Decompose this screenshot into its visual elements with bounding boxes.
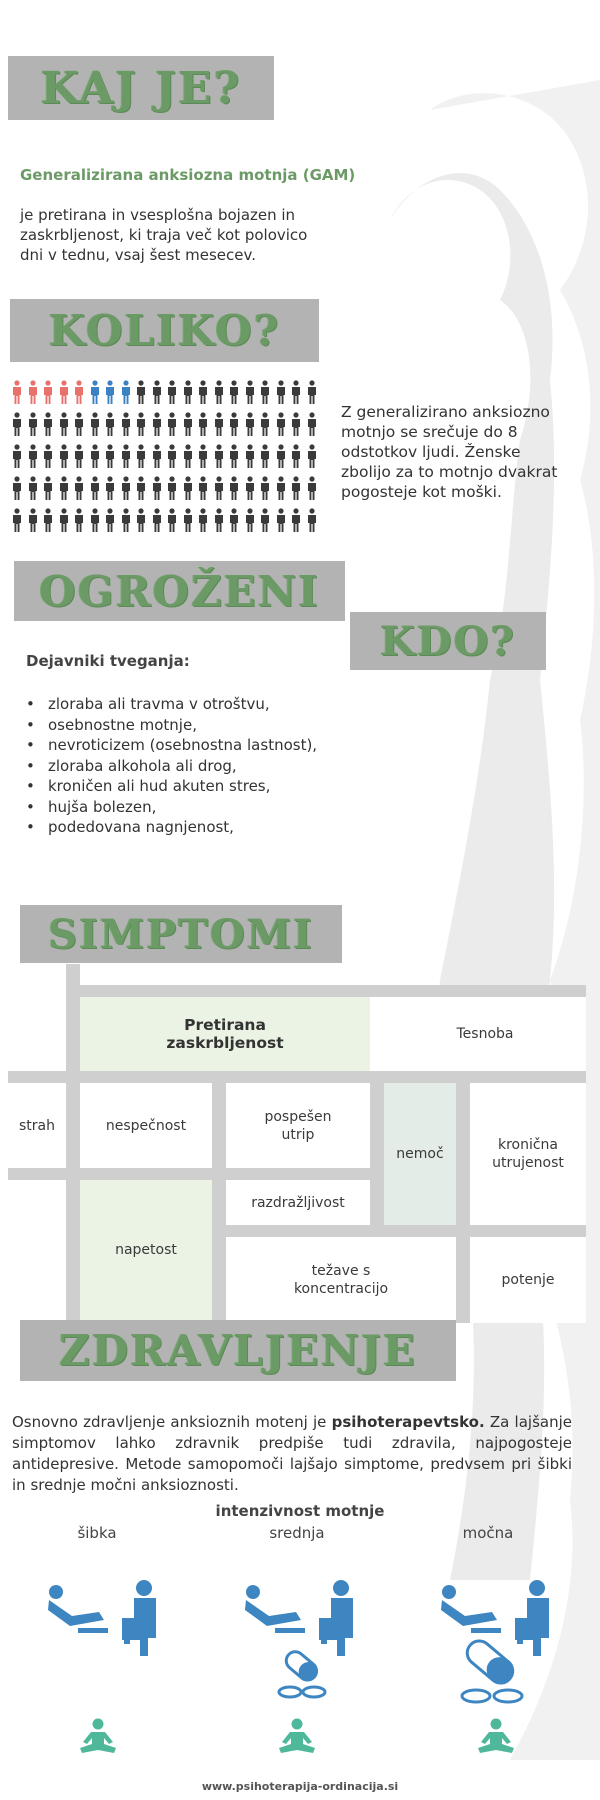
person-icon <box>229 444 239 468</box>
person-icon <box>43 412 53 436</box>
symptom-worry-line1: Pretirana <box>184 1016 266 1034</box>
person-icon <box>198 412 208 436</box>
person-icon <box>74 444 84 468</box>
person-icon <box>28 444 38 468</box>
symptom-concentration-line2: koncentracijo <box>293 1281 389 1297</box>
footer-url[interactable]: www.psihoterapija-ordinacija.si <box>201 1780 399 1793</box>
medication-icon <box>276 1648 336 1700</box>
person-icon <box>245 444 255 468</box>
medication-icon <box>458 1640 538 1706</box>
person-icon <box>152 412 162 436</box>
person-icon <box>245 476 255 500</box>
person-icon <box>167 476 177 500</box>
person-icon <box>28 380 38 404</box>
person-icon <box>276 476 286 500</box>
person-icon <box>74 380 84 404</box>
person-icon <box>307 444 317 468</box>
person-icon <box>74 476 84 500</box>
prevalence-text: Z generalizirano anksiozno motnjo se srečuje do 8 odstotkov ljudi. Ženske zbolijo za to motnjo dvakrat pogosteje kot moški. <box>341 403 558 501</box>
person-icon <box>260 380 270 404</box>
symptom-fatigue <box>470 1083 586 1225</box>
person-icon <box>183 476 193 500</box>
symptom-fear <box>8 1083 66 1168</box>
person-icon <box>12 476 22 500</box>
person-icon <box>105 412 115 436</box>
person-icon <box>307 412 317 436</box>
treatment-text-bold: psihoterapevtsko. <box>331 1413 485 1431</box>
person-icon <box>136 508 146 532</box>
symptoms-heading <box>20 905 342 963</box>
person-icon <box>43 508 53 532</box>
person-icon <box>245 508 255 532</box>
person-icon <box>152 444 162 468</box>
person-icon <box>59 508 69 532</box>
person-icon <box>229 412 239 436</box>
symptom-concentration-line1: težave s <box>311 1263 371 1279</box>
person-icon <box>59 444 69 468</box>
person-icon <box>105 476 115 500</box>
what-heading <box>8 56 274 120</box>
person-icon <box>198 508 208 532</box>
person-icon <box>229 380 239 404</box>
person-icon <box>121 412 131 436</box>
definition-title: Generalizirana anksiozna motnja (GAM) <box>20 166 356 184</box>
person-icon <box>43 380 53 404</box>
grid-bar <box>215 1225 586 1237</box>
risk-factor-item: • podedovana nagnjenost, <box>26 817 317 838</box>
risk-factor-item: • kroničen ali hud akuten stres, <box>26 776 317 797</box>
person-icon <box>167 380 177 404</box>
person-icon <box>276 508 286 532</box>
person-icon <box>229 508 239 532</box>
person-icon <box>291 380 301 404</box>
person-icon <box>260 476 270 500</box>
symptom-tension <box>80 1180 212 1320</box>
risk-factor-item: • nevroticizem (osebnostna lastnost), <box>26 735 317 756</box>
person-icon <box>260 412 270 436</box>
treatment-heading <box>20 1320 456 1381</box>
symptom-fear-label: strah <box>19 1117 55 1134</box>
symptom-fatigue-line2: utrujenost <box>492 1155 564 1171</box>
person-icon <box>136 380 146 404</box>
person-icon <box>74 508 84 532</box>
treatment-text <box>12 1412 572 1496</box>
person-icon <box>183 508 193 532</box>
definition-text: je pretirana in vsesplošna bojazen in zaskrbljenost, ki traja več kot polovico dni v tednu, vsaj šest mesecev. <box>20 206 308 264</box>
risk-factors-list <box>26 694 317 838</box>
person-icon <box>43 476 53 500</box>
person-icon <box>28 508 38 532</box>
person-icon <box>28 412 38 436</box>
grid-bar <box>66 985 586 997</box>
person-icon <box>90 444 100 468</box>
people-pictogram <box>12 380 322 532</box>
person-icon <box>214 444 224 468</box>
who-heading <box>350 612 546 670</box>
symptoms-heading-text: SIMPTOMI <box>48 910 314 958</box>
person-icon <box>59 476 69 500</box>
meditation-icon <box>277 1718 317 1754</box>
person-icon <box>90 476 100 500</box>
therapy-icon <box>44 1578 164 1658</box>
grid-bar <box>456 1083 470 1323</box>
person-icon <box>90 412 100 436</box>
person-icon <box>90 508 100 532</box>
treatment-text-end: Za lajšanje simptomov lahko zdravnik predpiše tudi zdravila, najpogosteje antidepresive. Metode samopomoči lajšajo simptome, predvsem pri šibki in srednje močni anksioznosti. <box>12 1413 572 1494</box>
meditation-icon <box>78 1718 118 1754</box>
risk-factor-item: • zloraba alkohola ali drog, <box>26 756 317 777</box>
person-icon <box>12 444 22 468</box>
person-icon <box>136 476 146 500</box>
person-icon <box>307 508 317 532</box>
person-icon <box>183 412 193 436</box>
person-icon <box>229 476 239 500</box>
person-icon <box>121 508 131 532</box>
risk-factor-item: • hujša bolezen, <box>26 797 317 818</box>
person-icon <box>198 476 208 500</box>
person-icon <box>12 508 22 532</box>
person-icon <box>198 444 208 468</box>
person-icon <box>28 476 38 500</box>
treatment-heading-text: ZDRAVLJENJE <box>59 1326 417 1375</box>
at-risk-heading <box>14 561 345 621</box>
symptom-restlessness-label: nespečnost <box>105 1117 187 1134</box>
person-icon <box>74 412 84 436</box>
person-icon <box>214 476 224 500</box>
person-icon <box>105 444 115 468</box>
person-icon <box>245 412 255 436</box>
person-icon <box>167 508 177 532</box>
person-icon <box>12 380 22 404</box>
person-icon <box>121 444 131 468</box>
person-icon <box>167 412 177 436</box>
symptom-worry-line2: zaskrbljenost <box>166 1034 284 1052</box>
symptom-fatigue-line1: kronična <box>497 1137 559 1153</box>
grid-bar <box>212 1083 226 1323</box>
person-icon <box>12 412 22 436</box>
level-mild: šibka <box>77 1524 117 1542</box>
symptom-irritability-label: razdražljivost <box>251 1194 345 1211</box>
person-icon <box>307 476 317 500</box>
symptom-heart-rate-line1: pospešen <box>264 1108 332 1125</box>
symptom-heart-rate-line2: utrip <box>281 1126 315 1143</box>
therapy-icon <box>241 1578 361 1658</box>
level-severe: močna <box>462 1524 514 1542</box>
symptom-anxiety-label: Tesnoba <box>456 1026 514 1042</box>
person-icon <box>260 444 270 468</box>
symptom-concentration <box>226 1237 456 1323</box>
symptom-sweating-label: potenje <box>501 1272 555 1288</box>
grid-bar <box>8 1071 586 1083</box>
person-icon <box>136 444 146 468</box>
person-icon <box>152 476 162 500</box>
level-moderate: srednja <box>269 1524 325 1542</box>
symptom-weakness-label: nemoč <box>396 1146 444 1162</box>
person-icon <box>105 380 115 404</box>
risk-factor-item: • zloraba ali travma v otroštvu, <box>26 694 317 715</box>
person-icon <box>136 412 146 436</box>
meditation-icon <box>476 1718 516 1754</box>
person-icon <box>214 508 224 532</box>
symptom-heart-rate <box>226 1083 370 1168</box>
what-heading-text: KAJ JE? <box>40 62 242 114</box>
person-icon <box>260 508 270 532</box>
at-risk-heading-text: OGROŽENI <box>39 566 320 616</box>
person-icon <box>90 380 100 404</box>
how-many-heading <box>10 299 319 362</box>
person-icon <box>59 380 69 404</box>
person-icon <box>198 380 208 404</box>
person-icon <box>183 444 193 468</box>
person-icon <box>214 412 224 436</box>
symptom-anxiety <box>384 997 586 1071</box>
person-icon <box>291 412 301 436</box>
person-icon <box>105 508 115 532</box>
who-heading-text: KDO? <box>380 617 516 665</box>
risk-factor-item: • osebnostne motnje, <box>26 715 317 736</box>
person-icon <box>276 380 286 404</box>
person-icon <box>183 380 193 404</box>
person-icon <box>121 476 131 500</box>
symptom-tension-label: napetost <box>115 1242 177 1258</box>
person-icon <box>43 444 53 468</box>
person-icon <box>291 508 301 532</box>
person-icon <box>59 412 69 436</box>
person-icon <box>214 380 224 404</box>
person-icon <box>167 444 177 468</box>
person-icon <box>152 380 162 404</box>
treatment-text-start: Osnovno zdravljenje anksioznih motenj je <box>12 1413 332 1431</box>
how-many-heading-text: KOLIKO? <box>48 306 281 355</box>
grid-bar <box>66 964 80 1320</box>
person-icon <box>291 476 301 500</box>
person-icon <box>276 444 286 468</box>
intensity-title: intenzivnost motnje <box>215 1502 385 1520</box>
person-icon <box>152 508 162 532</box>
symptom-irritability <box>226 1180 370 1225</box>
person-icon <box>291 444 301 468</box>
person-icon <box>276 412 286 436</box>
symptom-weakness <box>384 1083 456 1225</box>
symptom-worry <box>80 997 370 1071</box>
person-icon <box>307 380 317 404</box>
person-icon <box>121 380 131 404</box>
person-icon <box>245 380 255 404</box>
symptom-sweating <box>470 1237 586 1323</box>
symptom-restlessness <box>80 1083 212 1168</box>
risk-factors-title: Dejavniki tveganja: <box>26 652 190 670</box>
